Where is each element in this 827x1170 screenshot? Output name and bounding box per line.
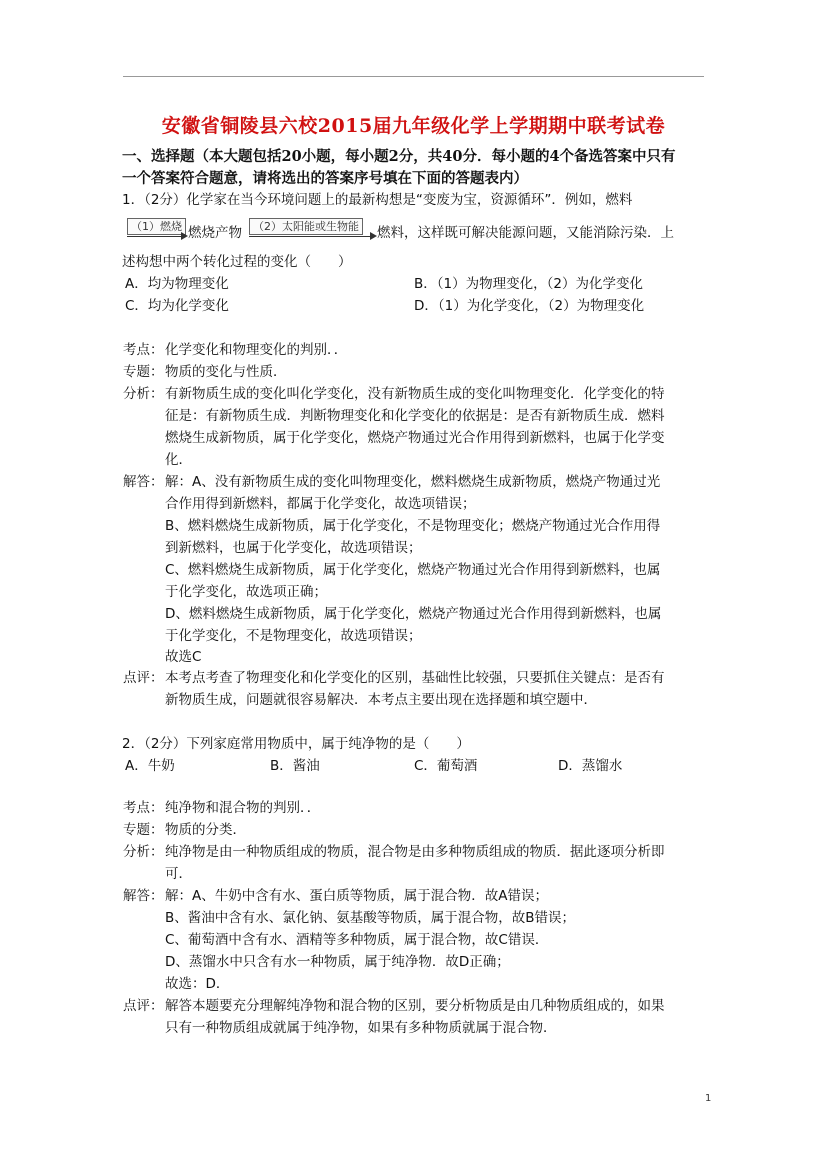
q2-jieda-line: B、酱油中含有水、氯化钠、氨基酸等物质，属于混合物，故B错误； xyxy=(165,910,576,926)
q1-fenxi-label: 分析： xyxy=(123,386,164,402)
q1-jieda-line: C、燃料燃烧生成新物质，属于化学变化，燃烧产物通过光合作用得到新燃料，也属 xyxy=(165,562,661,578)
q1-jieda-line: D、燃料燃烧生成新物质，属于化学变化，燃烧产物通过光合作用得到新燃料，也属 xyxy=(165,606,662,622)
arrow1-label: （1）燃烧 xyxy=(127,218,186,235)
q1-option-c: C．均为化学变化 xyxy=(125,298,229,314)
arrow2-label: （2）太阳能或生物能 xyxy=(249,218,363,235)
q1-jieda-line: 合作用得到新燃料，都属于化学变化，故选项错误； xyxy=(165,496,476,512)
q2-kaodian-label: 考点： xyxy=(123,800,164,816)
q1-fenxi-line: 化． xyxy=(165,452,192,468)
q2-option-a: A．牛奶 xyxy=(125,758,175,774)
q1-fenxi-line: 征是：有新物质生成．判断物理变化和化学变化的依据是：是否有新物质生成．燃料 xyxy=(165,408,665,424)
q2-kaodian: 纯净物和混合物的判别．． xyxy=(165,800,321,816)
q1-kaodian-label: 考点： xyxy=(123,342,164,358)
q1-jieda-line: B、燃料燃烧生成新物质，属于化学变化，不是物理变化；燃烧产物通过光合作用得 xyxy=(165,518,661,534)
q1-jieda-line: 解：A、没有新物质生成的变化叫物理变化，燃料燃烧生成新物质，燃烧产物通过光 xyxy=(165,474,661,490)
section-heading-line1: 一、选择题（本大题包括20小题，每小题2分，共40分．每小题的4个备选答案中只有 xyxy=(122,148,676,165)
q1-jieda-label: 解答： xyxy=(123,474,164,490)
q1-reaction-arrow-1 xyxy=(127,218,188,238)
q2-jieda-line: 解：A、牛奶中含有水、蛋白质等物质，属于混合物．故A错误； xyxy=(165,888,548,904)
arrow2-line xyxy=(249,236,371,237)
arrow1-line xyxy=(127,236,182,237)
q2-zhuanti-label: 专题： xyxy=(123,822,164,838)
q1-jieda-line: 到新燃料，也属于化学变化，故选项错误； xyxy=(165,540,422,556)
q2-fenxi-line: 可． xyxy=(165,866,192,882)
q1-option-a: A．均为物理变化 xyxy=(125,276,229,292)
q1-dianping-label: 点评： xyxy=(123,670,164,686)
q1-dianping-line: 新物质生成，问题就很容易解决．本考点主要出现在选择题和填空题中． xyxy=(165,692,597,708)
q1-fenxi-line: 有新物质生成的变化叫化学变化，没有新物质生成的变化叫物理变化．化学变化的特 xyxy=(165,386,665,402)
q2-jieda-label: 解答： xyxy=(123,888,164,904)
q1-stem-line1: 1．（2分）化学家在当今环境问题上的最新构想是“变废为宝，资源循环”．例如，燃料 xyxy=(122,192,633,208)
q2-jieda-line: D、蒸馏水中只含有水一种物质，属于纯净物．故D正确； xyxy=(165,954,510,970)
q1-stem-line2-tail: 燃料，这样既可解决能源问题，又能消除污染．上 xyxy=(377,225,674,241)
q1-option-d: D．（1）为化学变化，（2）为物理变化 xyxy=(414,298,645,314)
section-heading-line2: 一个答案符合题意，请将选出的答案序号填在下面的答题表内） xyxy=(122,170,528,187)
q2-jieda-line: C、葡萄酒中含有水、酒精等多种物质，属于混合物，故C错误． xyxy=(165,932,549,948)
arrow1-head xyxy=(181,232,188,240)
page-number: 1 xyxy=(705,1093,712,1104)
q1-stem-line3: 述构想中两个转化过程的变化（ ） xyxy=(122,254,352,270)
q1-jieda-line: 故选C xyxy=(165,649,202,665)
q2-fenxi-label: 分析： xyxy=(123,844,164,860)
q2-jieda-line: 故选：D． xyxy=(165,976,230,992)
q2-dianping-line: 只有一种物质组成就属于纯净物，如果有多种物质就属于混合物． xyxy=(165,1020,557,1036)
page-title: 安徽省铜陵县六校2015届九年级化学上学期期中联考试卷 xyxy=(161,115,666,137)
header-rule xyxy=(123,76,704,77)
q2-dianping-line: 解答本题要充分理解纯净物和混合物的区别，要分析物质是由几种物质组成的，如果 xyxy=(165,998,665,1014)
q2-fenxi-line: 纯净物是由一种物质组成的物质，混合物是由多种物质组成的物质．据此逐项分析即 xyxy=(165,844,665,860)
q1-jieda-line: 于化学变化，故选项正确； xyxy=(165,584,327,600)
q1-intermediate-text: 燃烧产物 xyxy=(188,225,242,241)
q1-reaction-arrow-2 xyxy=(249,218,377,238)
q2-dianping-label: 点评： xyxy=(123,998,164,1014)
q2-stem: 2．（2分）下列家庭常用物质中，属于纯净物的是（ ） xyxy=(122,736,470,752)
q1-zhuanti: 物质的变化与性质． xyxy=(165,364,287,380)
q2-option-c: C．葡萄酒 xyxy=(414,758,478,774)
q1-option-b: B．（1）为物理变化，（2）为化学变化 xyxy=(414,276,643,292)
q2-option-d: D．蒸馏水 xyxy=(558,758,623,774)
q1-dianping-line: 本考点考查了物理变化和化学变化的区别，基础性比较强，只要抓住关键点：是否有 xyxy=(165,670,665,686)
q2-option-b: B．酱油 xyxy=(270,758,320,774)
q1-zhuanti-label: 专题： xyxy=(123,364,164,380)
q1-fenxi-line: 燃烧生成新物质，属于化学变化，燃烧产物通过光合作用得到新燃料，也属于化学变 xyxy=(165,430,665,446)
q1-jieda-line: 于化学变化，不是物理变化，故选项错误； xyxy=(165,628,422,644)
arrow2-head xyxy=(370,232,377,240)
q1-kaodian: 化学变化和物理变化的判别．． xyxy=(165,342,348,358)
q2-zhuanti: 物质的分类． xyxy=(165,822,246,838)
